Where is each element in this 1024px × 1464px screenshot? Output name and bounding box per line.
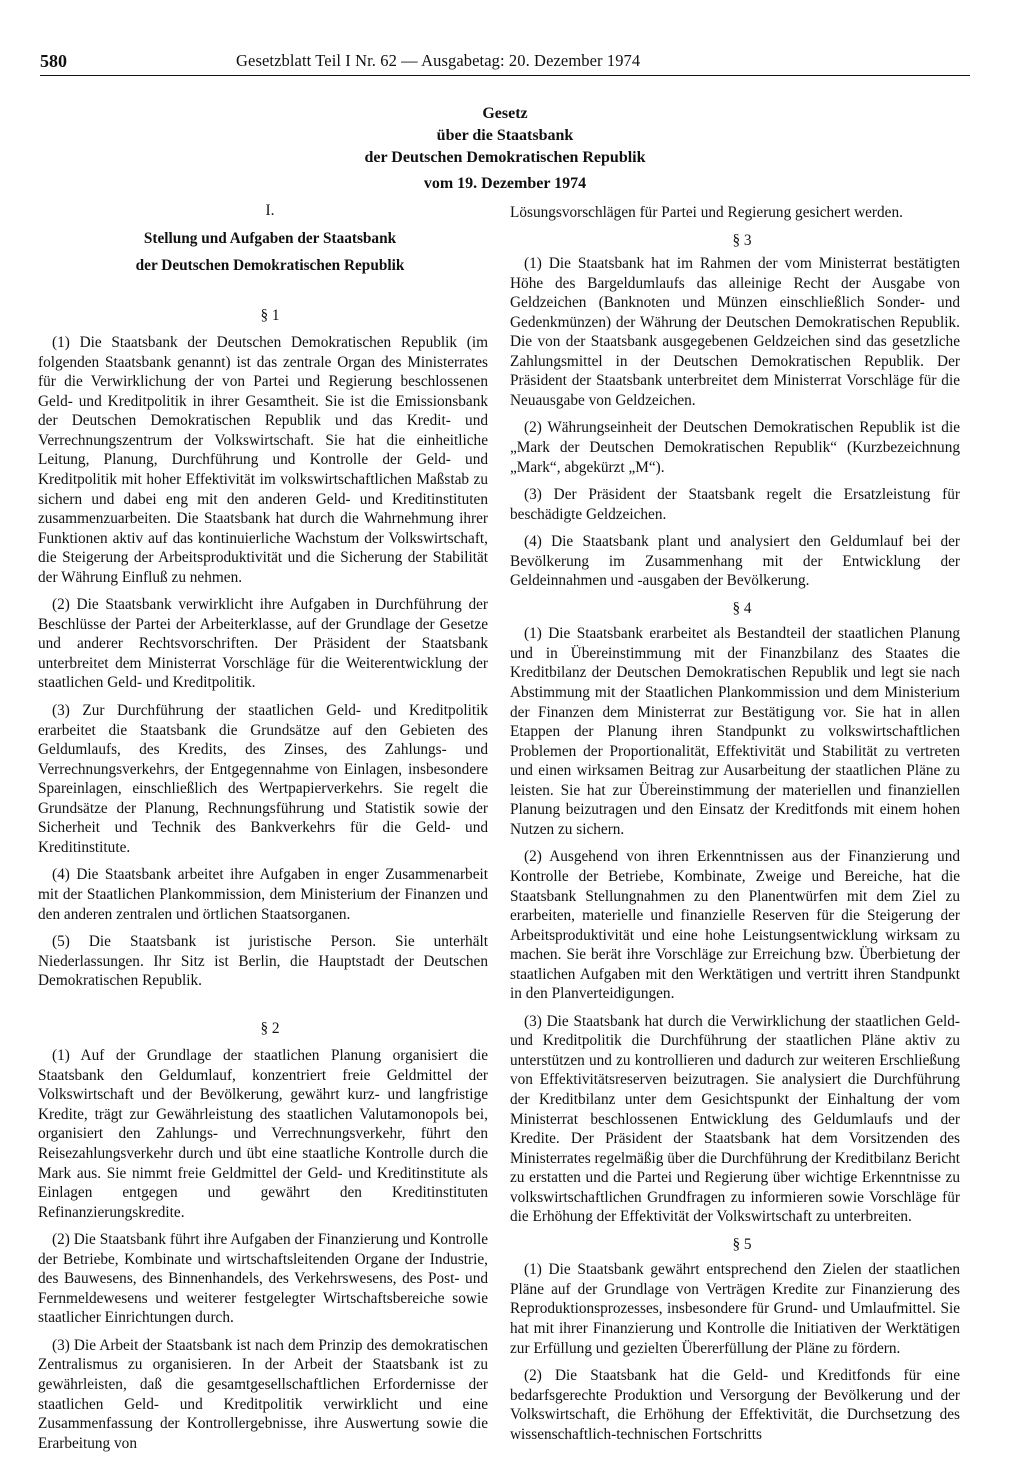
paragraph-continuation: Lösungsvorschlägen für Partei und Regierung gesichert werden. [510, 204, 903, 221]
section-number: I. [265, 202, 275, 219]
paragraph-text: (3) Zur Durchführung der staatlichen Geld- und Kreditpolitik erarbeitet die Staatsbank die Grundsätze auf den Gebieten des Geldumlaufs, des Kredits, des Zinses, des Zahlungs- und Verrechnungsverkehrs, der Entgegennahme von Einlagen, insbesondere Spareinlagen, einschließlich des Wertpapierverkehrs. Sie regelt die Grundsätze der Planung, Rechnungsführung und Statistik sowie der Sicherheit und Technik des Bankverkehrs für die Geld- und Kreditinstitute. [38, 702, 488, 856]
paragraph-text: (4) Die Staatsbank arbeitet ihre Aufgaben in enger Zusammenarbeit mit der Staatlichen Plankommission, dem Ministerium der Finanzen und den anderen zentralen und örtlichen Staatsorganen. [38, 866, 488, 923]
left-column [38, 201, 488, 1452]
paragraph-text: (1) Die Staatsbank der Deutschen Demokratischen Republik (im folgenden Staatsbank genannt) ist das zentrale Organ des Ministerrates für die Verwirklichung der von Partei und Regierung beschlossenen Geld- und Kreditpolitik in ihrer Gesamtheit. Sie ist die Emissionsbank der Deutschen Demokratischen Republik und das Kredit- und Verrechnungszentrum der Volkswirtschaft. Sie hat die einheitliche Leitung, Planung, Durchführung und Kontrolle der Geld- und Kreditpolitik mit hoher Effektivität im volkswirtschaftlichen Maßstab zu sichern und dabei eng mit den anderen Geld- und Kreditinstituten zusammenzuarbeiten. Die Staatsbank hat durch die Wahrnehmung ihrer Funktionen aktiv auf das kontinuierliche Wachstum der Volkswirtschaft, die Steigerung der Arbeitsproduktivität und die Sicherung der Stabilität der Währung Einfluß zu nehmen. [38, 334, 488, 586]
paragraph-sign: § 3 [732, 231, 752, 249]
running-head [40, 50, 970, 72]
law-title-line: der Deutschen Demokratischen Republik [364, 149, 646, 166]
paragraph-text: (3) Die Arbeit der Staatsbank ist nach dem Prinzip des demokratischen Zentralismus zu organisieren. In der Arbeit der Staatsbank ist zu gewährleisten, daß die gesamtgesellschaftlichen Erfordernisse der staatlichen Geld- und Kreditpolitik verwirklicht und eine Zusammenfassung der Kontrollergebnisse, ihre Auswertung sowie die Erarbeitung von [38, 1336, 488, 1452]
section-title: Stellung und Aufgaben der Staatsbank [143, 229, 397, 247]
law-title-line: Gesetz [482, 105, 528, 122]
right-column [510, 203, 960, 1443]
page-number: 580 [40, 51, 67, 71]
law-date: vom 19. Dezember 1974 [423, 175, 587, 192]
paragraph-text: (5) Die Staatsbank ist juristische Person. Sie unterhält Niederlassungen. Ihr Sitz ist Berlin, die Hauptstadt der Deutschen Demokratischen Republik. [38, 933, 488, 990]
paragraph-text: (1) Die Staatsbank erarbeitet als Bestandteil der staatlichen Planung und in Übereinstimmung mit der Finanzbilanz des Staates die Kreditbilanz der Deutschen Demokratischen Republik und legt sie nach Abstimmung mit der Staatlichen Plankommission und dem Ministerium der Finanzen dem Ministerrat zur Bestätigung vor. Sie hat in allen Etappen der Planung ihren Standpunkt zu volkswirtschaftlichen Problemen der Proportionalität, Effektivität und Stabilität zu vertreten und einen wirksamen Beitrag zur Ausarbeitung der staatlichen Pläne zu leisten. Sie hat zur Übereinstimmung der materiellen und finanziellen Planung beizutragen und den Einsatz der Kreditfonds mit einem hohen Nutzen zu sichern. [510, 625, 960, 838]
header-rule [40, 75, 970, 76]
paragraph-text: (1) Auf der Grundlage der staatlichen Planung organisiert die Staatsbank den Geldumlauf, konzentriert freie Geldmittel der Volkswirtschaft und der Bevölkerung, gewährt kurz- und langfristige Kredite, trägt zur Gewährleistung des staatlichen Valutamonopols bei, organisiert den Zahlungs- und Verrechnungsverkehr, führt den Reisezahlungsverkehr durch und übt eine staatliche Kontrolle durch die Mark aus. Sie nimmt freie Geldmittel der Geld- und Kreditinstitute als Einlagen entgegen und gewährt den Kreditinstituten Refinanzierungskredite. [38, 1047, 488, 1221]
running-title: Gesetzblatt Teil I Nr. 62 — Ausgabetag: 20. Dezember 1974 [236, 51, 641, 70]
paragraph-text: (3) Der Präsident der Staatsbank regelt die Ersatzleistung für beschädigte Geldzeichen. [510, 486, 960, 523]
section-title: der Deutschen Demokratischen Republik [135, 257, 405, 275]
paragraph-text: (3) Die Staatsbank hat durch die Verwirklichung der staatlichen Geld- und Kreditpolitik die Durchführung der staatlichen Pläne aktiv zu unterstützen und zu kontrollieren und dadurch zur weiteren Erschließung von Effektivitätsreserven beizutragen. Sie analysiert die Durchführung der Kreditbilanz unter dem Gesichtspunkt der Einhaltung der vom Ministerrat beschlossenen Entwicklung des Geldumlaufs und der Kredite. Der Präsident der Staatsbank hat dem Vorsitzenden des Ministerrates regelmäßig über die Durchführung der Kreditbilanz Bericht zu erstatten und die Partei und Regierung über wichtige Erkenntnisse zu volkswirtschaftlichen Grundfragen zu informieren sowie Vorschläge für die Erhöhung der Effektivität der Volkswirtschaft zu unterbreiten. [510, 1012, 960, 1226]
law-title [40, 103, 970, 169]
paragraph-text: (1) Die Staatsbank hat im Rahmen der vom Ministerrat bestätigten Höhe des Bargeldumlaufs das alleinige Recht der Ausgabe von Geldzeichen (Banknoten und Münzen einschließlich Sonder- und Gedenkmünzen) der Währung der Deutschen Demokratischen Republik. Die von der Staatsbank ausgegebenen Geldzeichen sind das gesetzliche Zahlungsmittel in der Deutschen Demokratischen Republik. Der Präsident der Staatsbank unterbreitet dem Ministerrat Vorschläge für die Neuausgabe von Geldzeichen. [510, 255, 960, 409]
paragraph-sign: § 1 [260, 306, 280, 324]
paragraph-sign: § 2 [260, 1019, 280, 1037]
paragraph-text: (2) Die Staatsbank hat die Geld- und Kreditfonds für eine bedarfsgerechte Produktion und Versorgung der Bevölkerung und der Volkswirtschaft, die Erhöhung der Effektivität, die Durchsetzung des wissenschaftlich-technischen Fortschritts [510, 1367, 960, 1443]
paragraph-sign: § 5 [732, 1235, 752, 1253]
paragraph-text: (4) Die Staatsbank plant und analysiert den Geldumlauf bei der Bevölkerung im Zusammenhang mit der Entwicklung der Geldeinnahmen und -ausgaben der Bevölkerung. [510, 533, 960, 590]
paragraph-text: (2) Ausgehend von ihren Erkenntnissen aus der Finanzierung und Kontrolle der Betriebe, Kombinate, Zweige und Bereiche, hat die Staatsbank Stellungnahmen zu den Planentwürfen mit dem Ziel zu erarbeiten, materielle und finanzielle Reserven für die Steigerung der Arbeitsproduktivität und eine hohe Leistungsentwicklung wirksam zu machen. Sie berät ihre Vorschläge zur Erreichung bzw. Überbietung der staatlichen Aufgaben mit den Werktätigen und vertritt ihren Standpunkt in den Planverteidigungen. [510, 848, 960, 1003]
paragraph-text: (1) Die Staatsbank gewährt entsprechend den Zielen der staatlichen Pläne auf der Grundlage von Verträgen Kredite zur Finanzierung des Reproduktionsprozesses, insbesondere für Grund- und Umlaufmittel. Sie hat mit ihrer Finanzierung und Kontrolle die Initiativen der Werktätigen zur Erfüllung und gezielten Übererfüllung der Pläne zu fördern. [510, 1261, 960, 1357]
law-title-line: über die Staatsbank [436, 127, 574, 144]
paragraph-text: (2) Die Staatsbank führt ihre Aufgaben der Finanzierung und Kontrolle der Betriebe, Kombinate und wirtschaftsleitenden Organe der Industrie, des Bauwesens, des Binnenhandels, des Verkehrswesens, des Post- und Fernmeldewesens und weiterer festgelegter Wirtschaftsbereiche sowie staatlicher Einrichtungen durch. [38, 1231, 488, 1327]
paragraph-text: (2) Währungseinheit der Deutschen Demokratischen Republik ist die „Mark der Deutschen Demokratischen Republik“ (Kurzbezeichnung „Mark“, abgekürzt „M“). [510, 419, 960, 476]
paragraph-text: (2) Die Staatsbank verwirklicht ihre Aufgaben in Durchführung der Beschlüsse der Partei der Arbeiterklasse, auf der Grundlage der Gesetze und anderer Rechtsvorschriften. Der Präsident der Staatsbank unterbreitet dem Ministerrat Vorschläge für die Weiterentwicklung der staatlichen Geld- und Kreditpolitik. [38, 596, 488, 692]
paragraph-sign: § 4 [732, 599, 752, 617]
